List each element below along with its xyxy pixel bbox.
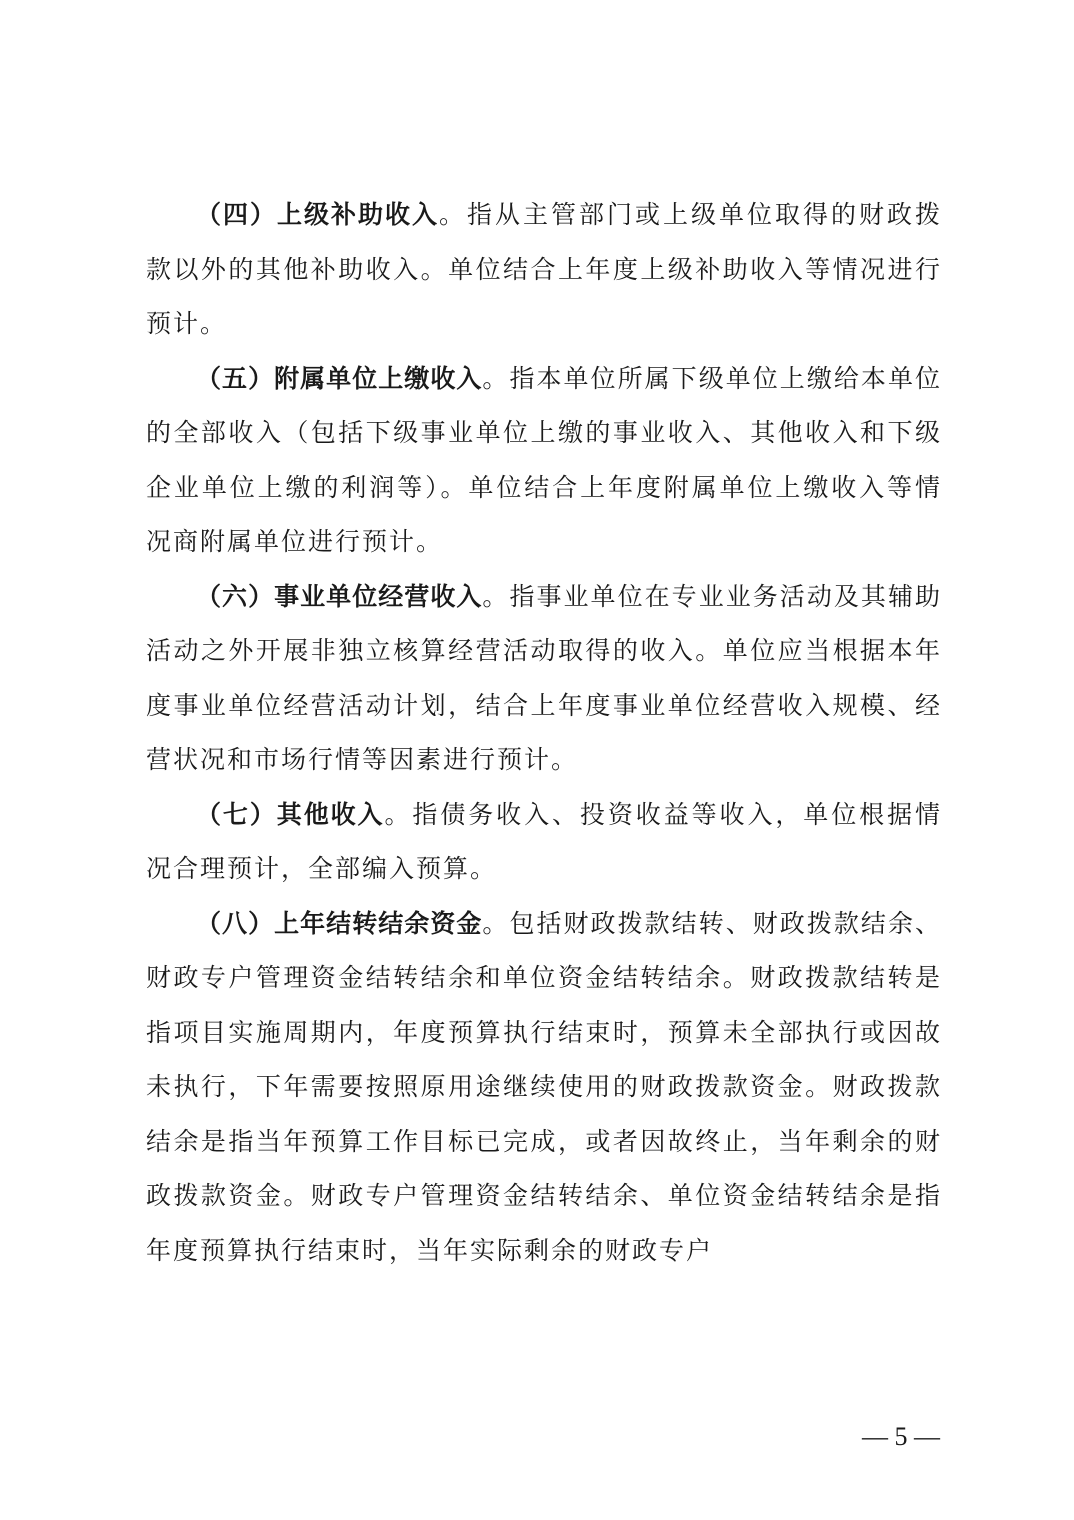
paragraph-heading: （七）其他收入 xyxy=(196,799,385,829)
paragraph-body: 。指债务收入、投资收益等收入，单位根据情况合理预计，全部编入预算。 xyxy=(146,799,942,883)
paragraph-affiliated-unit-income xyxy=(146,352,942,570)
paragraph-body: 。包括财政拨款结转、财政拨款结余、财政专户管理资金结转结余和单位资金结转结余。财政拨款结转是指项目实施周期内，年度预算执行结束时，预算未全部执行或因故未执行，下年需要按照原用途继续使用的财政拨款资金。财政拨款结余是指当年预算工作目标已完成，或者因故终止，当年剩余的财政拨款资金。财政专户管理资金结转结余、单位资金结转结余是指年度预算执行结束时，当年实际剩余的财政专户 xyxy=(146,908,942,1265)
body-text xyxy=(146,188,942,1278)
paragraph-operating-income xyxy=(146,570,942,788)
paragraph-carryover-funds xyxy=(146,897,942,1279)
paragraph-body: 。指事业单位在专业业务活动及其辅助活动之外开展非独立核算经营活动取得的收入。单位应当根据本年度事业单位经营活动计划，结合上年度事业单位经营收入规模、经营状况和市场行情等因素进行预计。 xyxy=(146,581,942,774)
paragraph-heading: （五）附属单位上缴收入 xyxy=(196,363,483,393)
page-number: — 5 — xyxy=(862,1422,940,1451)
paragraph-superior-subsidy-income xyxy=(146,188,942,352)
paragraph-heading: （六）事业单位经营收入 xyxy=(196,581,483,611)
paragraph-body: 。指本单位所属下级单位上缴给本单位的全部收入（包括下级事业单位上缴的事业收入、其他收入和下级企业单位上缴的利润等）。单位结合上年度附属单位上缴收入等情况商附属单位进行预计。 xyxy=(146,363,942,556)
paragraph-heading: （四）上级补助收入 xyxy=(196,200,439,229)
paragraph-body: 。指从主管部门或上级单位取得的财政拨款以外的其他补助收入。单位结合上年度上级补助收入等情况进行预计。 xyxy=(146,200,942,338)
paragraph-heading: （八）上年结转结余资金 xyxy=(196,908,483,938)
paragraph-other-income xyxy=(146,788,942,897)
